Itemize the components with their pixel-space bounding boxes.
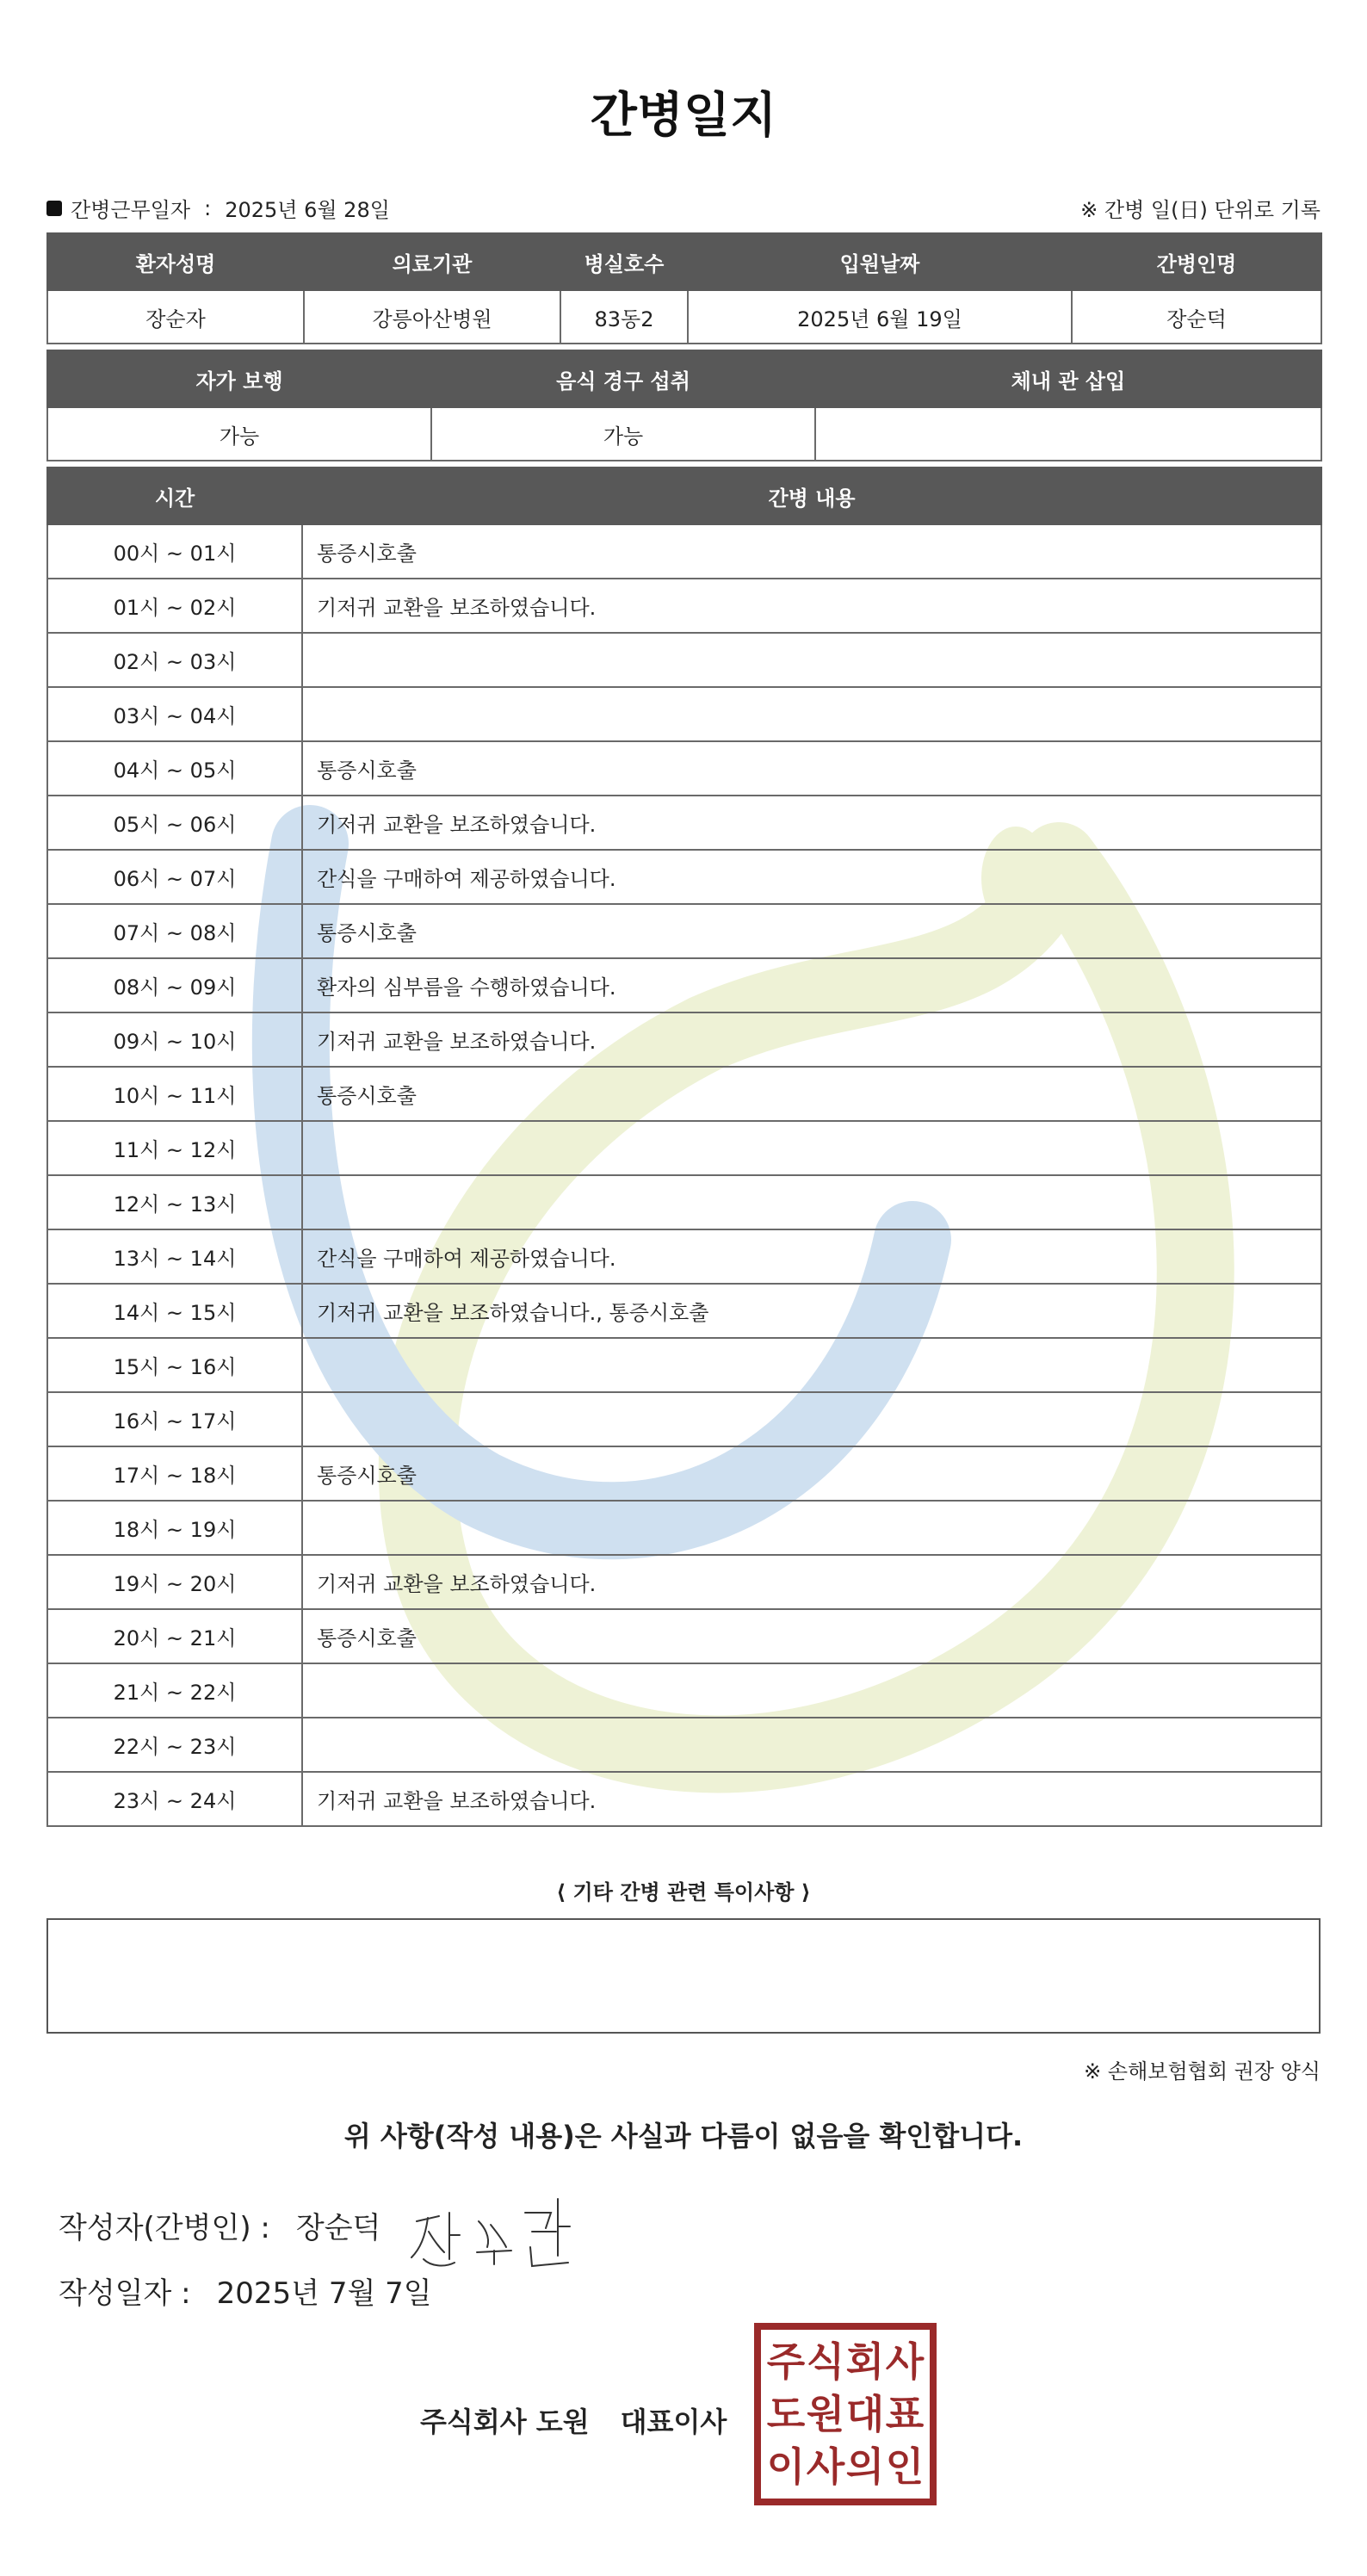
log-row bbox=[47, 1392, 1321, 1446]
log-time: 13시 ~ 14시 bbox=[47, 1229, 302, 1284]
room-number: 83동2 bbox=[560, 290, 688, 344]
stamp-char: 인 bbox=[885, 2443, 925, 2491]
work-date-line bbox=[46, 193, 390, 223]
work-date-separator: : bbox=[204, 195, 212, 220]
status-value-row bbox=[47, 407, 1321, 461]
stamp-char: 주 bbox=[766, 2338, 806, 2385]
log-content bbox=[302, 1718, 1321, 1772]
header-care-content: 간병 내용 bbox=[302, 468, 1321, 524]
write-date-label: 작성일자 : bbox=[59, 2276, 191, 2311]
log-content: 기저귀 교환을 보조하였습니다., 통증시호출 bbox=[302, 1284, 1321, 1338]
log-row bbox=[47, 1609, 1321, 1663]
log-body bbox=[47, 524, 1321, 1826]
log-row bbox=[47, 796, 1321, 850]
header-room: 병실호수 bbox=[560, 233, 688, 290]
log-row bbox=[47, 741, 1321, 796]
patient-status-table bbox=[46, 350, 1322, 461]
hospital-name: 강릉아산병원 bbox=[304, 290, 560, 344]
stamp-char: 사 bbox=[885, 2338, 925, 2385]
log-time: 16시 ~ 17시 bbox=[47, 1392, 302, 1446]
company-name: 주식회사 도원 bbox=[420, 2406, 590, 2438]
log-content bbox=[302, 633, 1321, 687]
admission-date: 2025년 6월 19일 bbox=[688, 290, 1072, 344]
log-time: 10시 ~ 11시 bbox=[47, 1067, 302, 1121]
company-seal-stamp bbox=[754, 2323, 937, 2505]
log-row bbox=[47, 1555, 1321, 1609]
log-content: 통증시호출 bbox=[302, 524, 1321, 579]
log-row bbox=[47, 524, 1321, 579]
log-time: 17시 ~ 18시 bbox=[47, 1446, 302, 1501]
stamp-char: 의 bbox=[845, 2443, 885, 2491]
writer-line bbox=[59, 2204, 380, 2246]
stamp-char: 대 bbox=[845, 2390, 885, 2437]
log-row bbox=[47, 687, 1321, 741]
log-time: 18시 ~ 19시 bbox=[47, 1501, 302, 1555]
recommend-note: ※ 손해보험협회 권장 양식 bbox=[1084, 2059, 1321, 2084]
log-row bbox=[47, 1012, 1321, 1067]
log-content: 기저귀 교환을 보조하였습니다. bbox=[302, 1012, 1321, 1067]
log-row bbox=[47, 1772, 1321, 1826]
log-time: 20시 ~ 21시 bbox=[47, 1609, 302, 1663]
header-admission-date: 입원날짜 bbox=[688, 233, 1072, 290]
writer-signature bbox=[405, 2187, 603, 2273]
log-content: 기저귀 교환을 보조하였습니다. bbox=[302, 1555, 1321, 1609]
status-header-row bbox=[47, 350, 1321, 407]
self-walking-value: 가능 bbox=[47, 407, 431, 461]
log-content: 통증시호출 bbox=[302, 1609, 1321, 1663]
log-content bbox=[302, 1663, 1321, 1718]
log-content: 통증시호출 bbox=[302, 1067, 1321, 1121]
log-content: 통증시호출 bbox=[302, 741, 1321, 796]
writer-name: 장순덕 bbox=[295, 2211, 381, 2245]
page-title: 간병일지 bbox=[590, 88, 777, 144]
log-row bbox=[47, 1229, 1321, 1284]
log-time: 01시 ~ 02시 bbox=[47, 579, 302, 633]
log-time: 03시 ~ 04시 bbox=[47, 687, 302, 741]
log-time: 14시 ~ 15시 bbox=[47, 1284, 302, 1338]
log-row bbox=[47, 1338, 1321, 1392]
log-time: 00시 ~ 01시 bbox=[47, 524, 302, 579]
log-row bbox=[47, 1718, 1321, 1772]
log-time: 11시 ~ 12시 bbox=[47, 1121, 302, 1175]
writer-label: 작성자(간병인) : bbox=[59, 2211, 270, 2245]
log-content: 통증시호출 bbox=[302, 1446, 1321, 1501]
log-row bbox=[47, 958, 1321, 1012]
log-time: 09시 ~ 10시 bbox=[47, 1012, 302, 1067]
log-time: 22시 ~ 23시 bbox=[47, 1718, 302, 1772]
log-content: 환자의 심부름을 수행하였습니다. bbox=[302, 958, 1321, 1012]
log-time: 04시 ~ 05시 bbox=[47, 741, 302, 796]
log-time: 23시 ~ 24시 bbox=[47, 1772, 302, 1826]
header-self-walking: 자가 보행 bbox=[47, 350, 431, 407]
stamp-char: 이 bbox=[766, 2443, 806, 2491]
patient-info-value-row bbox=[47, 290, 1321, 344]
work-date-value: 2025년 6월 28일 bbox=[225, 198, 390, 222]
notes-box bbox=[46, 1918, 1321, 2034]
log-row bbox=[47, 579, 1321, 633]
log-row bbox=[47, 1284, 1321, 1338]
daily-record-note: ※ 간병 일(日) 단위로 기록 bbox=[1080, 198, 1321, 222]
log-time: 07시 ~ 08시 bbox=[47, 904, 302, 958]
work-date-label: 간병근무일자 bbox=[71, 198, 191, 222]
log-content bbox=[302, 1338, 1321, 1392]
log-row bbox=[47, 904, 1321, 958]
log-content: 기저귀 교환을 보조하였습니다. bbox=[302, 796, 1321, 850]
log-header-row bbox=[47, 468, 1321, 524]
log-time: 05시 ~ 06시 bbox=[47, 796, 302, 850]
stamp-char: 표 bbox=[885, 2390, 925, 2437]
confirm-statement: 위 사항(작성 내용)은 사실과 다름이 없음을 확인합니다. bbox=[343, 2120, 1024, 2152]
log-time: 19시 ~ 20시 bbox=[47, 1555, 302, 1609]
log-time: 21시 ~ 22시 bbox=[47, 1663, 302, 1718]
log-time: 15시 ~ 16시 bbox=[47, 1338, 302, 1392]
header-time: 시간 bbox=[47, 468, 302, 524]
log-row bbox=[47, 1067, 1321, 1121]
log-time: 02시 ~ 03시 bbox=[47, 633, 302, 687]
caregiver-name: 장순덕 bbox=[1072, 290, 1321, 344]
stamp-char: 원 bbox=[806, 2390, 845, 2437]
log-row bbox=[47, 1175, 1321, 1229]
log-row bbox=[47, 1446, 1321, 1501]
log-time: 12시 ~ 13시 bbox=[47, 1175, 302, 1229]
company-ceo: 대표이사 bbox=[620, 2406, 727, 2438]
stamp-char: 도 bbox=[766, 2390, 806, 2437]
log-content: 기저귀 교환을 보조하였습니다. bbox=[302, 579, 1321, 633]
log-row bbox=[47, 633, 1321, 687]
log-content bbox=[302, 1392, 1321, 1446]
stamp-char: 사 bbox=[806, 2443, 845, 2491]
log-row bbox=[47, 1121, 1321, 1175]
header-tube-insertion: 체내 관 삽입 bbox=[815, 350, 1321, 407]
patient-name: 장순자 bbox=[47, 290, 304, 344]
header-caregiver-name: 간병인명 bbox=[1072, 233, 1321, 290]
log-time: 08시 ~ 09시 bbox=[47, 958, 302, 1012]
notes-title: ⟨ 기타 간병 관련 특이사항 ⟩ bbox=[556, 1880, 811, 1904]
log-content: 간식을 구매하여 제공하였습니다. bbox=[302, 850, 1321, 904]
log-content: 통증시호출 bbox=[302, 904, 1321, 958]
log-row bbox=[47, 1663, 1321, 1718]
log-content bbox=[302, 1501, 1321, 1555]
log-time: 06시 ~ 07시 bbox=[47, 850, 302, 904]
log-content: 기저귀 교환을 보조하였습니다. bbox=[302, 1772, 1321, 1826]
log-content bbox=[302, 1175, 1321, 1229]
log-content: 간식을 구매하여 제공하였습니다. bbox=[302, 1229, 1321, 1284]
patient-info-header-row bbox=[47, 233, 1321, 290]
header-patient-name: 환자성명 bbox=[47, 233, 304, 290]
stamp-char: 식 bbox=[806, 2338, 845, 2385]
stamp-char: 회 bbox=[845, 2338, 885, 2385]
log-content bbox=[302, 687, 1321, 741]
write-date-value: 2025년 7월 7일 bbox=[216, 2276, 432, 2311]
square-bullet-icon bbox=[46, 201, 62, 216]
header-oral-intake: 음식 경구 섭취 bbox=[431, 350, 815, 407]
tube-insertion-value bbox=[815, 407, 1321, 461]
log-content bbox=[302, 1121, 1321, 1175]
write-date-line bbox=[59, 2269, 432, 2312]
patient-info-table bbox=[46, 232, 1322, 344]
care-log-table bbox=[46, 467, 1322, 1827]
company-line bbox=[420, 2400, 727, 2440]
header-hospital: 의료기관 bbox=[304, 233, 560, 290]
log-row bbox=[47, 850, 1321, 904]
log-row bbox=[47, 1501, 1321, 1555]
oral-intake-value: 가능 bbox=[431, 407, 815, 461]
